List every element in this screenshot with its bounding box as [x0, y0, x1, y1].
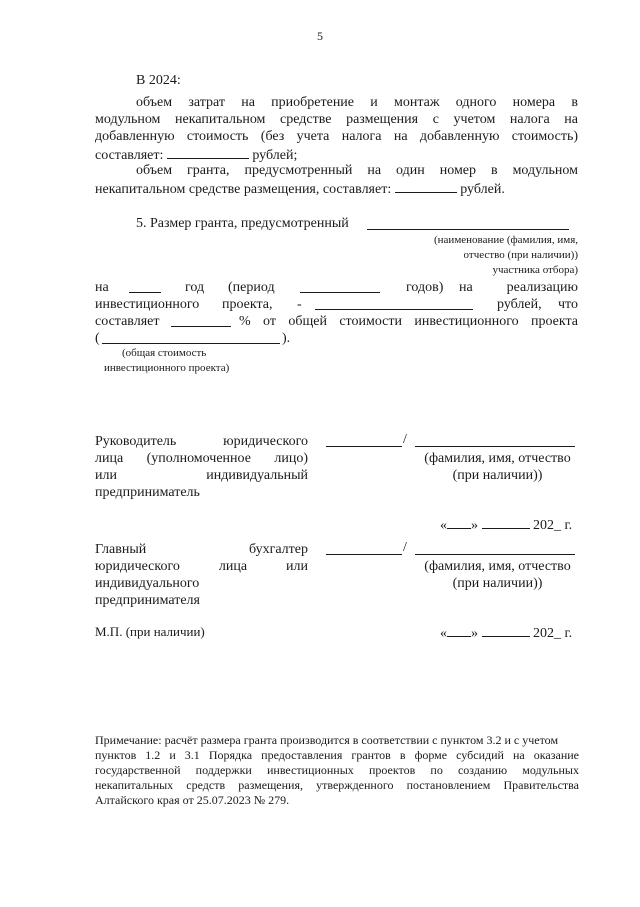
date-year: 202_ г. [533, 626, 573, 641]
cost-amount-field[interactable] [167, 145, 249, 159]
date-day-field[interactable] [447, 623, 471, 637]
year-field[interactable] [129, 292, 161, 293]
stamp-label: М.П. (при наличии) [95, 624, 205, 639]
grant-amount-line [95, 179, 505, 198]
note-line: пунктов 1.2 и 3.1 Порядка предоставления грантов в форме субсидий на оказание [95, 748, 579, 762]
signer2-name-hint: (при наличии)) [452, 576, 543, 591]
date-month-field[interactable] [482, 515, 530, 529]
s5-word: - [297, 297, 302, 312]
recipient-hint: отчество (при наличии)) [463, 249, 578, 261]
recipient-hint: (наименование (фамилия, имя, [434, 234, 578, 246]
grant-suffix: рублей. [460, 182, 505, 197]
s5-word: проекта, [222, 297, 273, 312]
date-quote-open: « [440, 518, 447, 533]
signer2-name-hint: (фамилия, имя, отчество [424, 559, 571, 574]
date-day-field[interactable] [447, 515, 471, 529]
note-line: Примечание: расчёт размера гранта производится в соответствии с пунктом 3.2 и с учетом [95, 733, 559, 747]
date-quote-close: » [471, 626, 478, 641]
s5-word: на [95, 280, 109, 295]
date-year: 202_ г. [533, 518, 573, 533]
grant-total-field[interactable] [315, 309, 473, 310]
signer1-line: предприниматель [95, 485, 200, 500]
percent-field[interactable] [171, 326, 231, 327]
signer2-slash: / [403, 540, 407, 555]
recipient-name-field[interactable] [367, 229, 569, 230]
note-line: некапитальных средств размещения, утвержденного постановлением Правительства [95, 778, 579, 792]
s5-word: годов) [406, 280, 444, 295]
s5-word: реализацию [506, 280, 578, 295]
year-heading: В 2024: [136, 73, 181, 88]
s5-word: % от общей стоимости инвестиционного проекта [239, 314, 578, 329]
signer2-name-field[interactable] [415, 554, 575, 555]
date-quote-open: « [440, 626, 447, 641]
grant-amount-field[interactable] [395, 179, 457, 193]
note-line: государственной поддержки инвестиционных проектов по созданию модульных [95, 763, 579, 777]
s5-word: инвестиционного [95, 297, 200, 312]
total-cost-hint: инвестиционного проекта) [104, 362, 230, 374]
date-month-field[interactable] [482, 623, 530, 637]
s5-paren-open: ( [95, 331, 100, 346]
signer1-signature-field[interactable] [326, 446, 402, 447]
s5-word: на [459, 280, 473, 295]
signer1-slash: / [403, 432, 407, 447]
cost-line: добавленную стоимость (без учета налога на добавленную стоимость) [95, 129, 578, 144]
signer1-name-hint: (фамилия, имя, отчество [424, 451, 571, 466]
signer2-line: предпринимателя [95, 593, 200, 608]
period-field[interactable] [300, 292, 380, 293]
s5-word: год [185, 280, 205, 295]
date-quote-close: » [471, 518, 478, 533]
grant-line: объем гранта, предусмотренный на один номер в модульном [136, 163, 578, 178]
cost-line: модульном некапитальном средстве размещения с учетом налога на [95, 112, 578, 127]
signer2-line: юридического лица или [95, 559, 308, 574]
total-cost-field[interactable] [102, 343, 280, 344]
section5-heading: 5. Размер гранта, предусмотренный [136, 216, 349, 231]
s5-word: что [558, 297, 578, 312]
note-line: Алтайского края от 25.07.2023 № 279. [95, 793, 290, 807]
signer1-date [440, 515, 572, 534]
s5-word: (период [228, 280, 275, 295]
signer2-line: индивидуального [95, 576, 200, 591]
grant-prefix: некапитальном средстве размещения, составляет: [95, 182, 392, 197]
signer1-name-hint: (при наличии)) [452, 468, 543, 483]
signer1-line: или индивидуальный [95, 468, 308, 483]
total-cost-hint: (общая стоимость [122, 347, 207, 359]
cost-prefix: составляет: [95, 148, 164, 163]
s5-word: составляет [95, 314, 160, 329]
signer1-line: лица (уполномоченное лицо) [95, 451, 308, 466]
signer2-line: Главный бухгалтер [95, 542, 308, 557]
cost-line: объем затрат на приобретение и монтаж одного номера в [136, 95, 578, 110]
signer1-name-field[interactable] [415, 446, 575, 447]
signer2-date [440, 623, 572, 642]
signer2-signature-field[interactable] [326, 554, 402, 555]
page-number: 5 [317, 29, 323, 43]
s5-word: рублей, [497, 297, 542, 312]
s5-paren-close: ). [282, 331, 291, 346]
signer1-line: Руководитель юридического [95, 434, 308, 449]
cost-suffix: рублей; [252, 148, 298, 163]
recipient-hint: участника отбора) [492, 264, 578, 276]
